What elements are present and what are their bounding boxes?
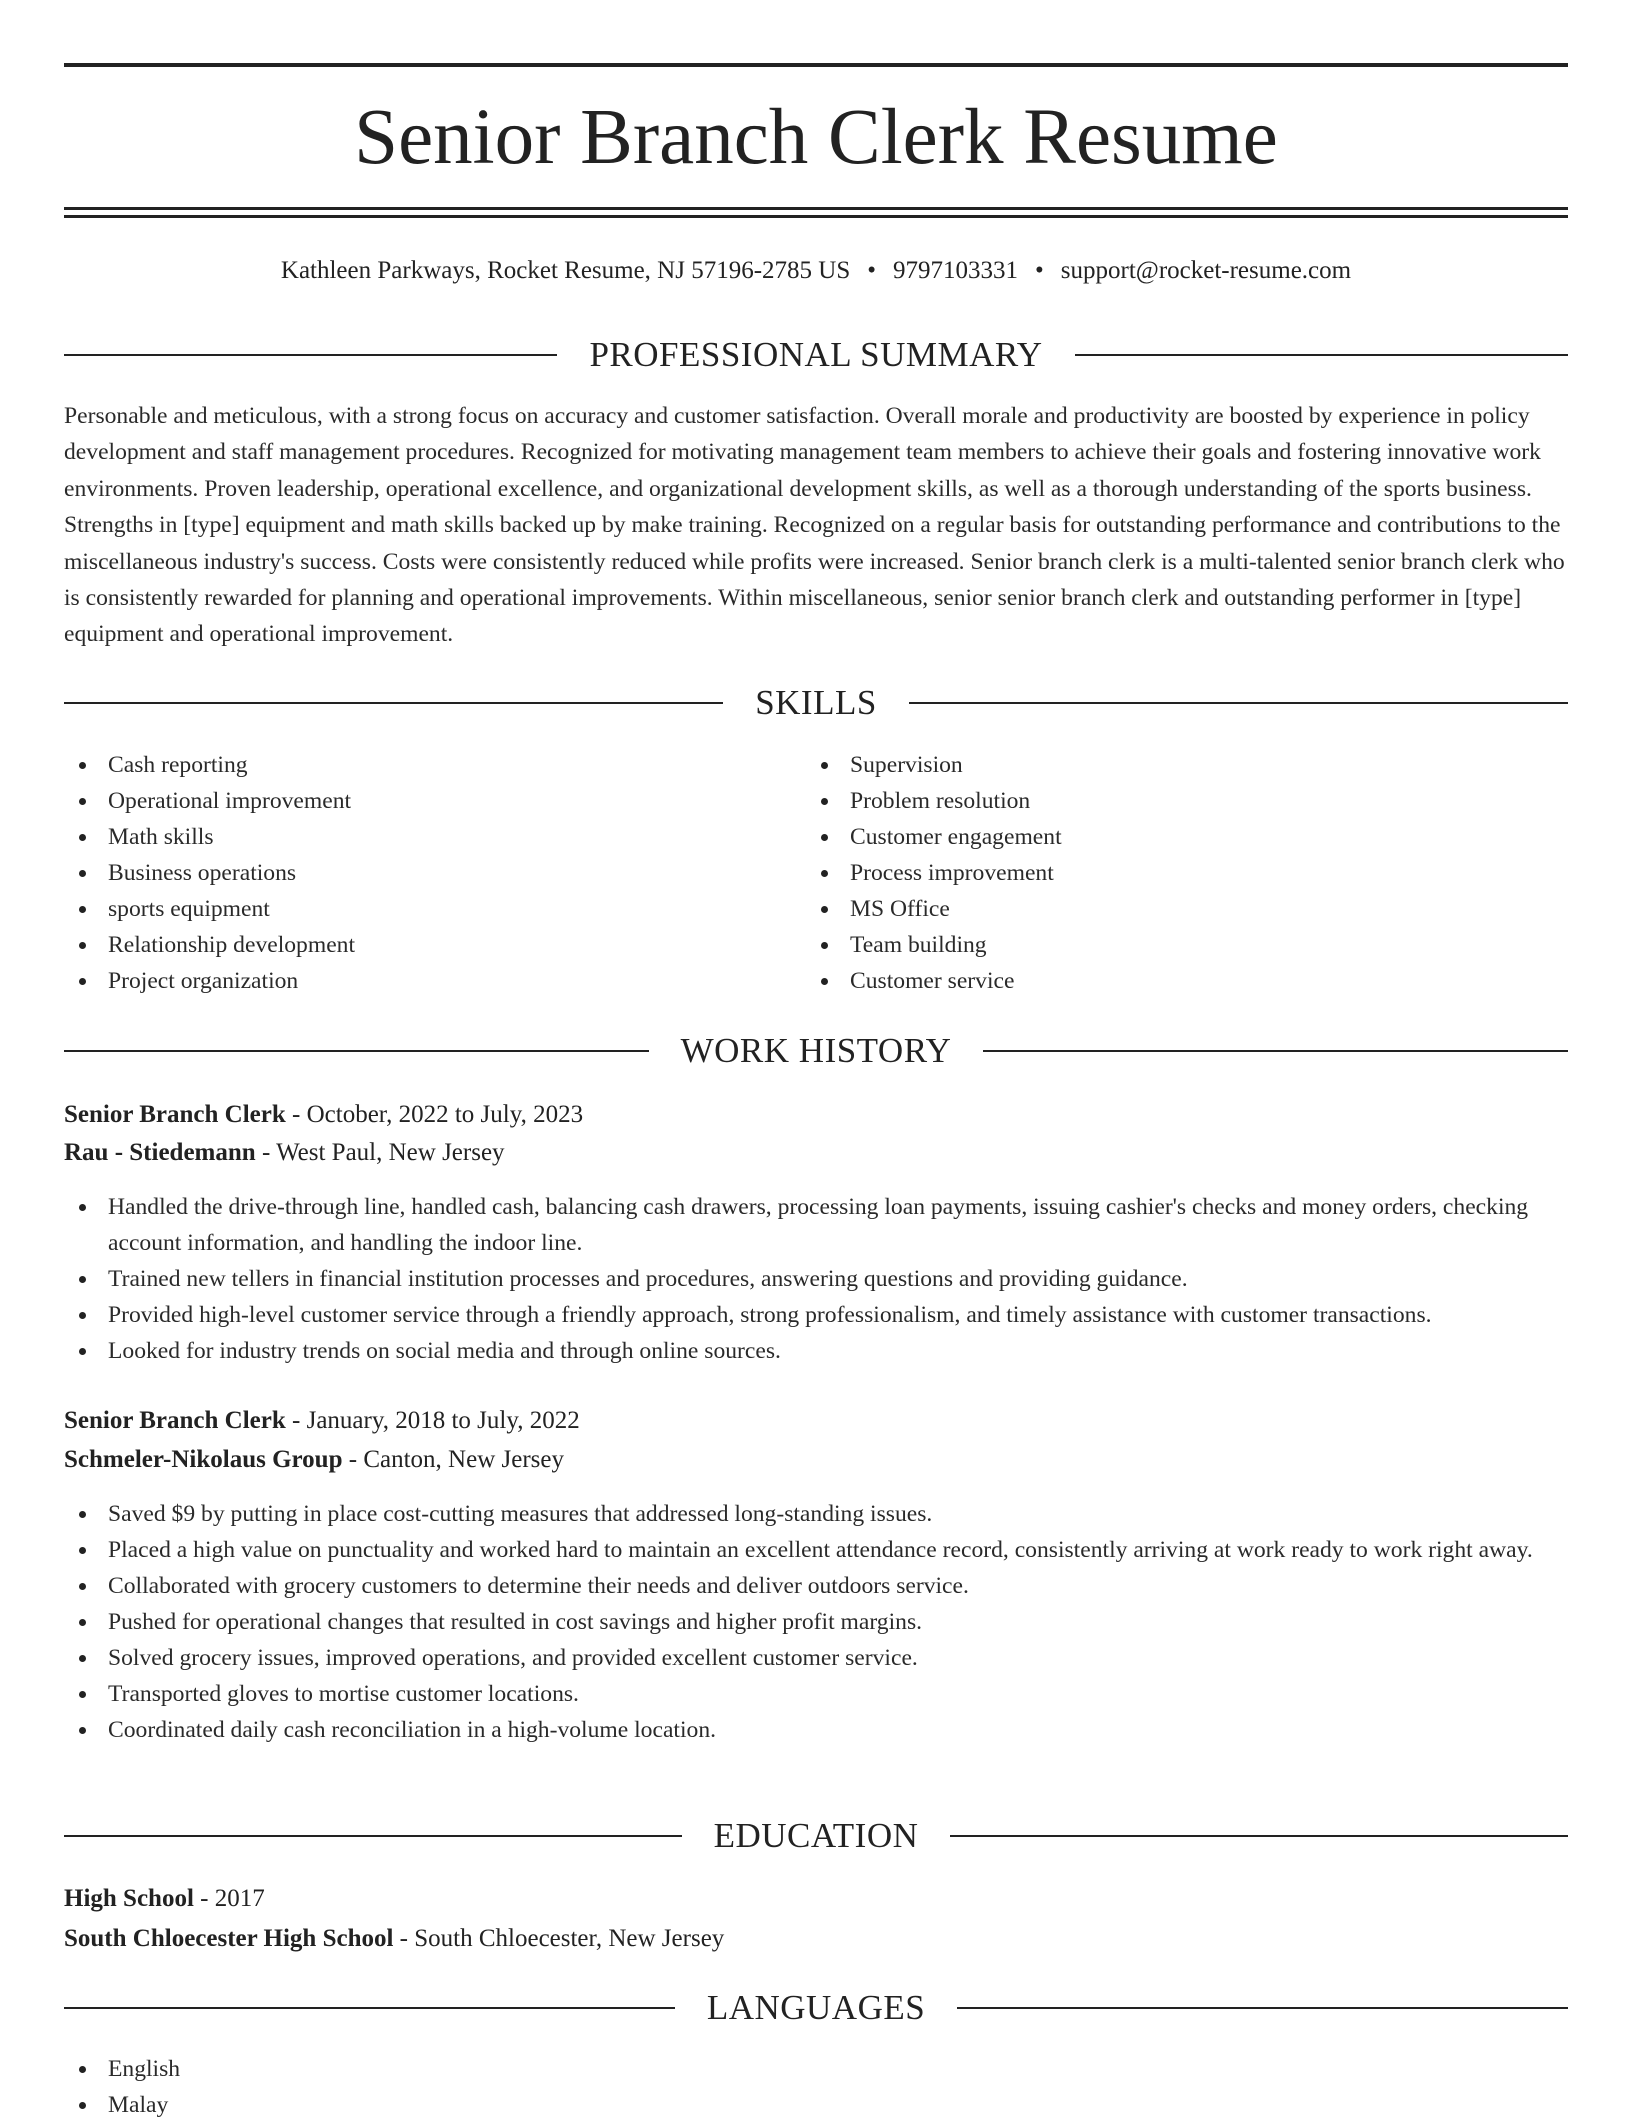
section-rule [909, 702, 1568, 704]
work-section-header [64, 1029, 1568, 1073]
section-rule [950, 1835, 1568, 1837]
dash: - [342, 1446, 364, 1473]
job-company-line [64, 1134, 1568, 1172]
contact-line [64, 254, 1568, 288]
job-company: Rau - Stiedemann [64, 1139, 256, 1166]
education-year: 2017 [214, 1885, 265, 1912]
education-location: South Chloecester, New Jersey [414, 1925, 725, 1952]
education-heading: EDUCATION [713, 1816, 919, 1855]
job-title-line [64, 1402, 1568, 1440]
skill-item: Math skills [64, 819, 784, 855]
summary-heading: PROFESSIONAL SUMMARY [589, 335, 1043, 374]
education-section-header [64, 1814, 1568, 1858]
job-company: Schmeler-Nikolaus Group [64, 1446, 343, 1473]
skill-item: MS Office [806, 891, 1526, 927]
skills-section-header [64, 681, 1568, 725]
job-location: West Paul, New Jersey [276, 1139, 505, 1166]
contact-separator: • [1035, 257, 1044, 284]
languages-list [64, 2051, 1568, 2123]
skill-item: Cash reporting [64, 747, 784, 783]
job-bullet: Trained new tellers in financial institution processes and procedures, answering questions and providing guidance. [64, 1261, 1568, 1297]
skills-list-right [806, 747, 1526, 999]
job-bullets [64, 1496, 1568, 1748]
section-rule [64, 702, 723, 704]
job-bullets [64, 1189, 1568, 1369]
contact-email: support@rocket-resume.com [1060, 257, 1352, 284]
dash: - [255, 1139, 277, 1166]
summary-section-header [64, 333, 1568, 377]
section-rule [64, 1835, 682, 1837]
job-title-line [64, 1096, 1568, 1134]
job-bullet: Coordinated daily cash reconciliation in a high-volume location. [64, 1712, 1568, 1748]
top-rule [64, 63, 1568, 67]
skill-item: Problem resolution [806, 783, 1526, 819]
skill-item: Customer engagement [806, 819, 1526, 855]
work-heading: WORK HISTORY [680, 1031, 952, 1070]
contact-phone: 9797103331 [893, 257, 1019, 284]
section-rule [983, 1050, 1568, 1052]
section-rule [64, 2007, 675, 2009]
job-bullet: Handled the drive-through line, handled cash, balancing cash drawers, processing loan payments, issuing cashier's checks and money orders, checking account information, and handling the indoor line. [64, 1189, 1568, 1261]
skill-item: Process improvement [806, 855, 1526, 891]
skills-heading: SKILLS [755, 683, 877, 722]
resume-title: Senior Branch Clerk Resume [354, 94, 1278, 181]
dash: - [193, 1885, 215, 1912]
dash: - [393, 1925, 415, 1952]
title-double-rule [64, 207, 1568, 218]
dash: - [285, 1101, 307, 1128]
section-rule [957, 2007, 1568, 2009]
job-location: Canton, New Jersey [363, 1446, 564, 1473]
job-title: Senior Branch Clerk [64, 1101, 286, 1128]
language-item: English [64, 2051, 1568, 2087]
skill-item: Project organization [64, 963, 784, 999]
job-bullet: Pushed for operational changes that resulted in cost savings and higher profit margins. [64, 1604, 1568, 1640]
skill-item: Supervision [806, 747, 1526, 783]
job-bullet: Placed a high value on punctuality and worked hard to maintain an excellent attendance record, consistently arriving at work ready to work right away. [64, 1532, 1568, 1568]
job-company-line [64, 1441, 1568, 1479]
job-bullet: Collaborated with grocery customers to determine their needs and deliver outdoors service. [64, 1568, 1568, 1604]
skill-item: Business operations [64, 855, 784, 891]
section-rule [64, 354, 557, 356]
job-bullet: Saved $9 by putting in place cost-cutting measures that addressed long-standing issues. [64, 1496, 1568, 1532]
languages-heading: LANGUAGES [706, 1988, 926, 2027]
skill-item: Customer service [806, 963, 1526, 999]
job-bullet: Looked for industry trends on social media and through online sources. [64, 1333, 1568, 1369]
skills-list-left [64, 747, 784, 999]
language-item: Malay [64, 2087, 1568, 2123]
section-rule [1075, 354, 1568, 356]
job-dates: October, 2022 to July, 2023 [306, 1101, 584, 1128]
job-bullet: Provided high-level customer service through a friendly approach, strong professionalism, and timely assistance with customer transactions. [64, 1297, 1568, 1333]
section-rule [64, 1050, 649, 1052]
education-degree-line [64, 1880, 1568, 1918]
skill-item: Team building [806, 927, 1526, 963]
contact-separator: • [867, 257, 877, 284]
skill-item: Operational improvement [64, 783, 784, 819]
job-title: Senior Branch Clerk [64, 1407, 286, 1434]
education-degree: High School [64, 1885, 194, 1912]
job-bullet: Solved grocery issues, improved operations, and provided excellent customer service. [64, 1640, 1568, 1676]
dash: - [285, 1407, 307, 1434]
languages-section-header [64, 1986, 1568, 2030]
skill-item: Relationship development [64, 927, 784, 963]
education-school: South Chloecester High School [64, 1925, 394, 1952]
job-bullet: Transported gloves to mortise customer locations. [64, 1676, 1568, 1712]
contact-address: Kathleen Parkways, Rocket Resume, NJ 57196-2785 US [280, 257, 851, 284]
education-school-line [64, 1920, 1568, 1958]
skill-item: sports equipment [64, 891, 784, 927]
job-dates: January, 2018 to July, 2022 [306, 1407, 580, 1434]
summary-text: Personable and meticulous, with a strong focus on accuracy and customer satisfaction. Overall morale and productivity are boosted by experience in policy development and staff management procedures. Recognized for motivating management team members to achieve their goals and fostering innovative work environments. Proven leadership, operational excellence, and organizational development skills, as well as a thorough understanding of the sports business. Strengths in [type] equipment and math skills backed up by make training. Recognized on a regular basis for outstanding performance and contributions to the miscellaneous industry's success. Costs were consistently reduced while profits were increased. Senior branch clerk is a multi-talented senior branch clerk who is consistently rewarded for planning and operational improvements. Within miscellaneous, senior senior branch clerk and outstanding performer in [type] equipment and operational improvement. [64, 403, 1565, 648]
